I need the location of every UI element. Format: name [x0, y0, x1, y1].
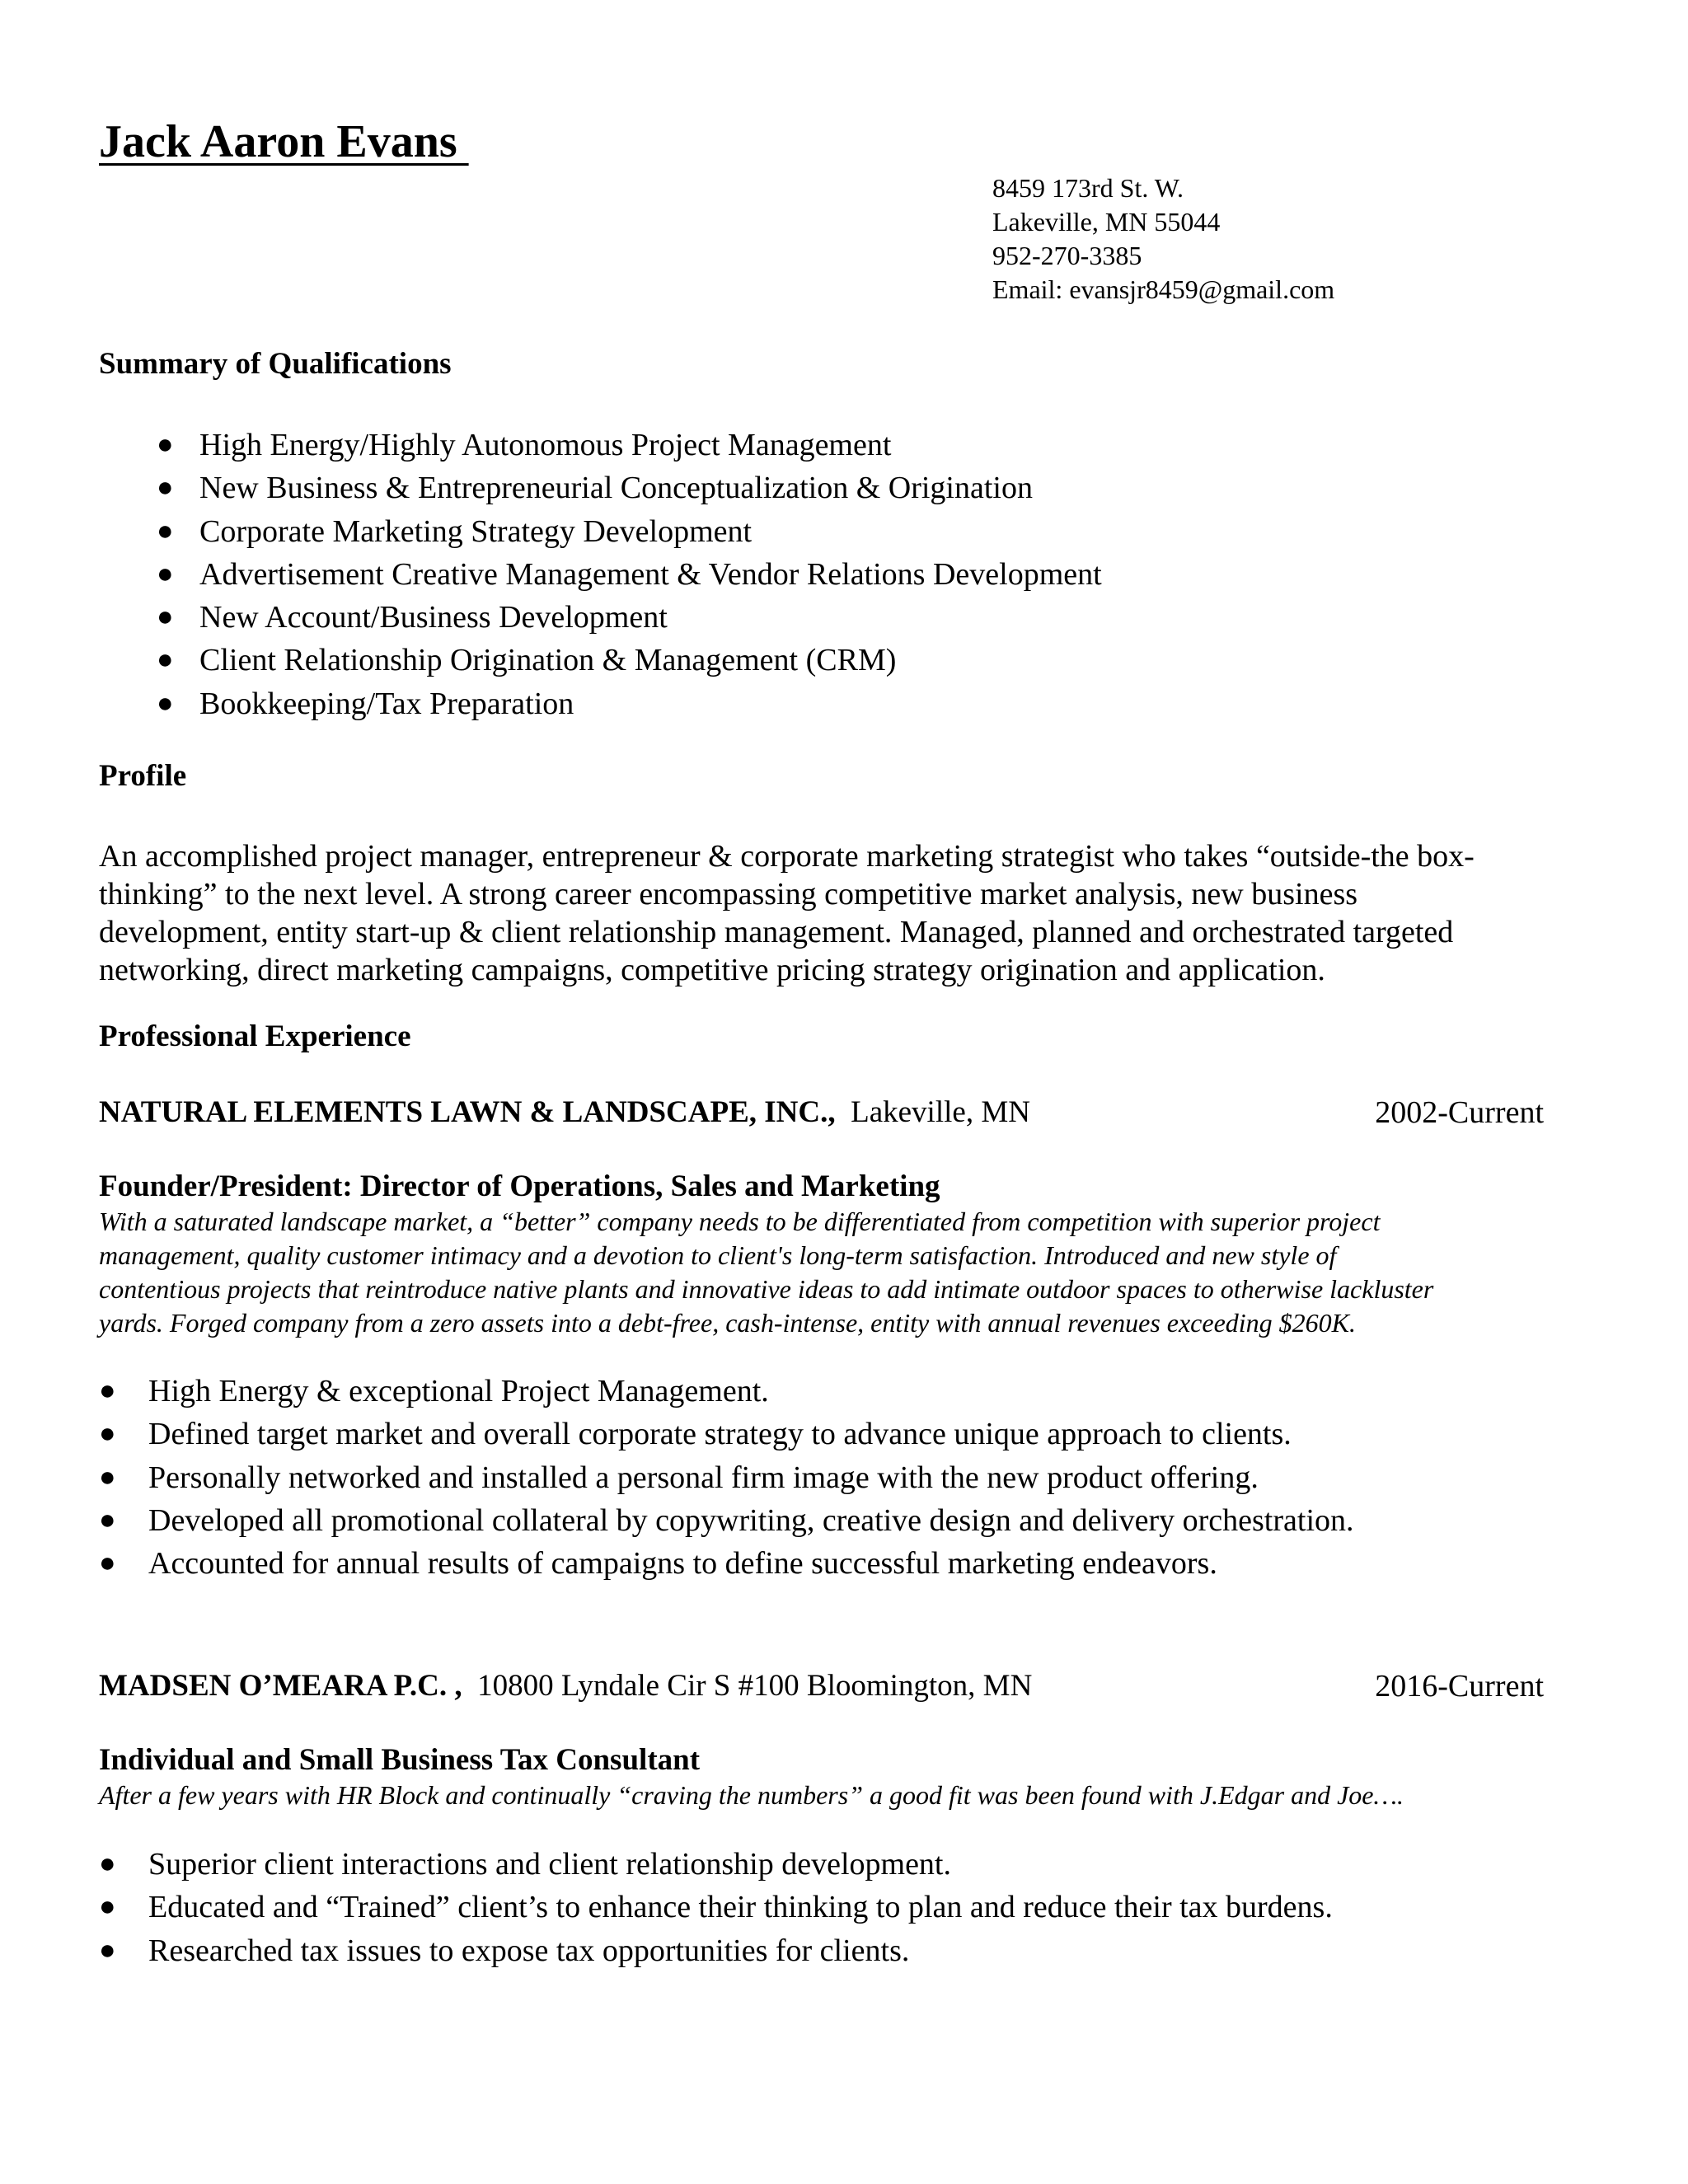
job-role: Founder/President: Director of Operations, Sales and Marketing	[99, 1169, 940, 1203]
experience-heading: Professional Experience	[99, 1019, 411, 1053]
bullet-icon: ●	[157, 602, 174, 633]
candidate-name: Jack Aaron Evans	[99, 116, 469, 167]
summary-heading: Summary of Qualifications	[99, 347, 452, 381]
summary-list	[157, 424, 1102, 725]
description-line: With a saturated landscape market, a “better” company needs to be differentiated from competition with superior project	[99, 1207, 1381, 1236]
list-item: ● New Business & Entrepreneurial Conceptualization & Origination	[157, 466, 1102, 509]
description-line: After a few years with HR Block and continually “craving the numbers” a good fit was been found with J.Edgar and Joe….	[99, 1780, 1404, 1810]
description-line: contentious projects that reintroduce native plants and innovative ideas to add intimate outdoor spaces to otherwise lackluster	[99, 1274, 1434, 1304]
bullet-icon: ●	[99, 1504, 116, 1535]
bullet-icon: ●	[99, 1849, 116, 1879]
bullet-icon: ●	[99, 1934, 116, 1966]
bullet-icon: ●	[99, 1461, 116, 1493]
job-company-line	[99, 1668, 1032, 1704]
bullet-icon: ●	[157, 687, 174, 719]
list-item: ● Bookkeeping/Tax Preparation	[157, 682, 1102, 725]
bullet-icon: ●	[99, 1548, 116, 1579]
bullet-icon: ●	[99, 1376, 116, 1406]
address-line-1: 8459 173rd St. W.	[992, 173, 1184, 203]
email-address: Email: evansjr8459@gmail.com	[992, 274, 1335, 304]
profile-heading: Profile	[99, 759, 187, 793]
profile-line: development, entity start-up & client relationship management. Managed, planned and orchestrated targeted	[99, 915, 1454, 949]
description-line: yards. Forged company from a zero assets into a debt-free, cash-intense, entity with annual revenues exceeding $260K.	[99, 1308, 1357, 1338]
company-name: MADSEN O’MEARA P.C. ,	[99, 1669, 462, 1703]
list-item: ● Accounted for annual results of campaigns to define successful marketing endeavors.	[99, 1542, 1354, 1585]
phone-number: 952-270-3385	[992, 241, 1142, 270]
list-item: ● Client Relationship Origination & Management (CRM)	[157, 639, 1102, 682]
job-description	[99, 1779, 1404, 1812]
job-bullets	[99, 1370, 1354, 1585]
bullet-icon: ●	[157, 558, 174, 589]
list-item: ● Researched tax issues to expose tax opportunities for clients.	[99, 1929, 1333, 1972]
job-dates: 2002-Current	[1375, 1095, 1544, 1130]
job-company-line	[99, 1094, 1030, 1130]
list-item: ● Developed all promotional collateral by copywriting, creative design and delivery orchestration.	[99, 1499, 1354, 1542]
profile-line: networking, direct marketing campaigns, competitive pricing strategy origination and application.	[99, 953, 1325, 987]
list-item: ● Superior client interactions and client relationship development.	[99, 1843, 1333, 1886]
job-bullets	[99, 1843, 1333, 1972]
bullet-icon: ●	[157, 429, 174, 460]
profile-line: thinking” to the next level. A strong career encompassing competitive market analysis, new business	[99, 877, 1358, 912]
address-line-2: Lakeville, MN 55044	[992, 207, 1221, 237]
list-item: ● Advertisement Creative Management & Vendor Relations Development	[157, 553, 1102, 596]
bullet-icon: ●	[157, 515, 174, 546]
job-description	[99, 1205, 1433, 1340]
bullet-icon: ●	[99, 1418, 116, 1450]
company-name: NATURAL ELEMENTS LAWN & LANDSCAPE, INC.,	[99, 1095, 836, 1129]
list-item: ● New Account/Business Development	[157, 596, 1102, 639]
job-dates: 2016-Current	[1375, 1669, 1544, 1704]
bullet-icon: ●	[157, 644, 174, 676]
list-item: ● Personally networked and installed a personal firm image with the new product offering.	[99, 1456, 1354, 1499]
list-item: ● Defined target market and overall corporate strategy to advance unique approach to clients.	[99, 1413, 1354, 1455]
bullet-icon: ●	[99, 1891, 116, 1923]
list-item: ● High Energy/Highly Autonomous Project Management	[157, 424, 1102, 466]
profile-paragraph	[99, 837, 1582, 989]
profile-line: An accomplished project manager, entrepreneur & corporate marketing strategist who takes “outside-the box-	[99, 839, 1475, 874]
job-role: Individual and Small Business Tax Consultant	[99, 1743, 701, 1777]
company-location: 10800 Lyndale Cir S #100 Bloomington, MN	[477, 1669, 1033, 1703]
list-item: ● High Energy & exceptional Project Management.	[99, 1370, 1354, 1413]
company-location: Lakeville, MN	[851, 1095, 1030, 1129]
description-line: management, quality customer intimacy and a devotion to client's long-term satisfaction. Introduced and new style of	[99, 1240, 1337, 1270]
contact-block	[992, 171, 1334, 307]
bullet-icon: ●	[157, 472, 174, 504]
list-item: ● Educated and “Trained” client’s to enhance their thinking to plan and reduce their tax burdens.	[99, 1886, 1333, 1929]
list-item: ● Corporate Marketing Strategy Development	[157, 510, 1102, 553]
